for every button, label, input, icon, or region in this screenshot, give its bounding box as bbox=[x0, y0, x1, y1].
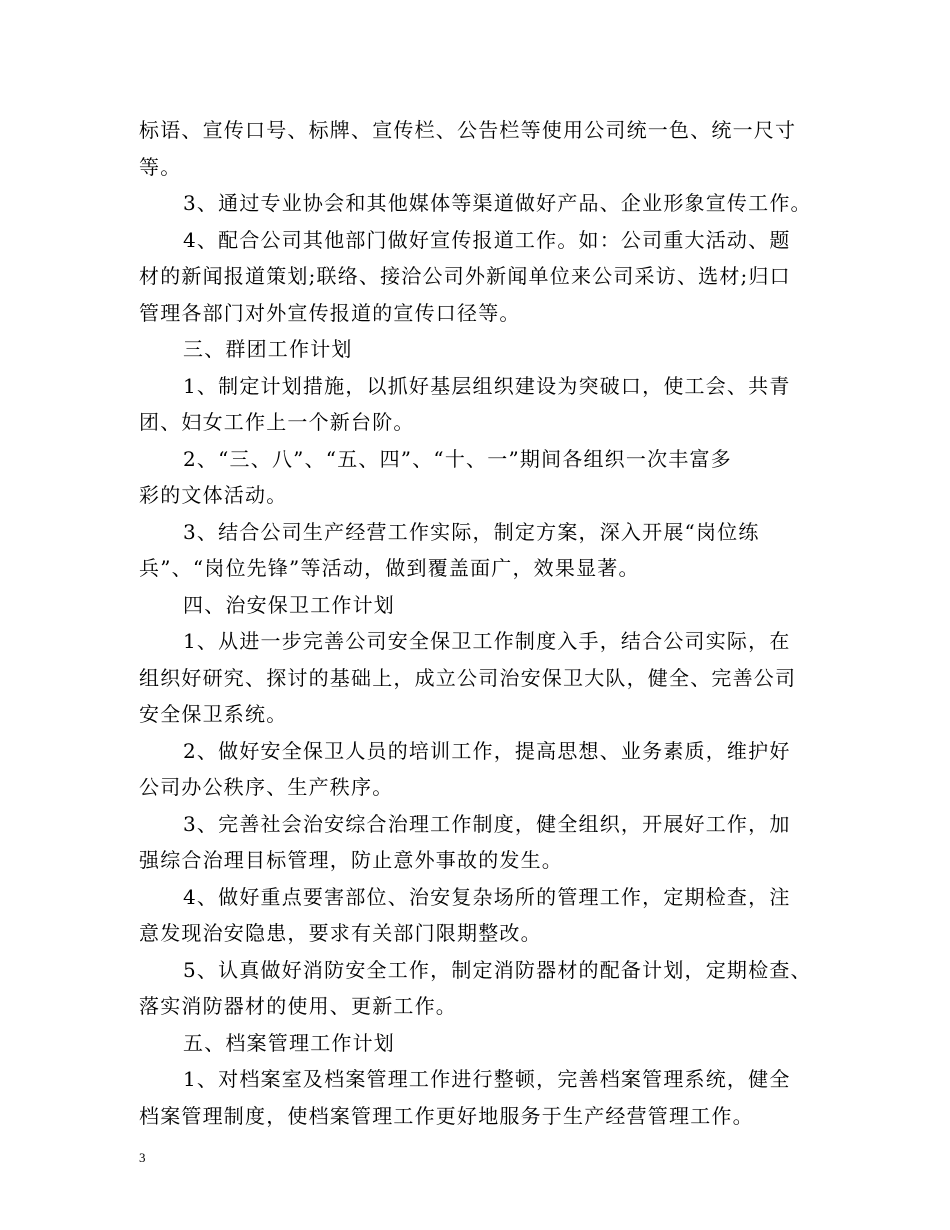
text-line: 团、妇女工作上一个新台阶。 bbox=[139, 410, 415, 434]
text-line: 1、从进一步完善公司安全保卫工作制度入手，结合公司实际，在 bbox=[183, 629, 791, 653]
text-line: 4、配合公司其他部门做好宣传报道工作。如：公司重大活动、题 bbox=[183, 227, 791, 252]
text-line: 材的新闻报道策划;联络、接洽公司外新闻单位来公司采访、选材;归口 bbox=[139, 264, 791, 288]
text-line: 管理各部门对外宣传报道的宣传口径等。 bbox=[139, 300, 521, 325]
text-line: 公司办公秩序、生产秩序。 bbox=[139, 775, 394, 799]
text-line: 档案管理制度，使档案管理工作更好地服务于生产经营管理工作。 bbox=[139, 1103, 754, 1128]
text-line: 等。 bbox=[139, 154, 182, 179]
text-line: 五、档案管理工作计划 bbox=[183, 1030, 395, 1055]
text-line: 四、治安保卫工作计划 bbox=[183, 592, 395, 617]
text-line: 2、“三、八”、“五、四”、“十、一”期间各组织一次丰富多 bbox=[183, 446, 732, 471]
text-line: 三、群团工作计划 bbox=[183, 337, 353, 361]
text-line: 3、通过专业协会和其他媒体等渠道做好产品、企业形象宣传工作。 bbox=[183, 191, 812, 215]
text-line: 兵”、“岗位先锋”等活动，做到覆盖面广，效果显著。 bbox=[139, 556, 640, 580]
text-line: 标语、宣传口号、标牌、宣传栏、公告栏等使用公司统一色、统一尺寸 bbox=[139, 118, 797, 142]
document-body bbox=[139, 112, 829, 1134]
text-line: 5、认真做好消防安全工作，制定消防器材的配备计划，定期检查、 bbox=[183, 957, 812, 982]
text-line: 3、结合公司生产经营工作实际，制定方案，深入开展“岗位练 bbox=[183, 519, 760, 544]
text-line: 2、做好安全保卫人员的培训工作，提高思想、业务素质，维护好 bbox=[183, 738, 791, 763]
page-number: 3 bbox=[139, 1150, 146, 1165]
text-line: 3、完善社会治安综合治理工作制度，健全组织，开展好工作，加 bbox=[183, 811, 791, 836]
text-line: 1、制定计划措施，以抓好基层组织建设为突破口，使工会、共青 bbox=[183, 373, 791, 398]
text-line: 强综合治理目标管理，防止意外事故的发生。 bbox=[139, 848, 563, 872]
text-line: 安全保卫系统。 bbox=[139, 702, 288, 726]
text-line: 落实消防器材的使用、更新工作。 bbox=[139, 994, 457, 1018]
text-line: 意发现治安隐患，要求有关部门限期整改。 bbox=[139, 921, 542, 945]
text-line: 1、对档案室及档案管理工作进行整顿，完善档案管理系统，健全 bbox=[183, 1067, 791, 1091]
text-line: 组织好研究、探讨的基础上，成立公司治安保卫大队，健全、完善公司 bbox=[139, 665, 797, 690]
text-line: 4、做好重点要害部位、治安复杂场所的管理工作，定期检查，注 bbox=[183, 884, 791, 909]
text-line: 彩的文体活动。 bbox=[139, 483, 288, 507]
